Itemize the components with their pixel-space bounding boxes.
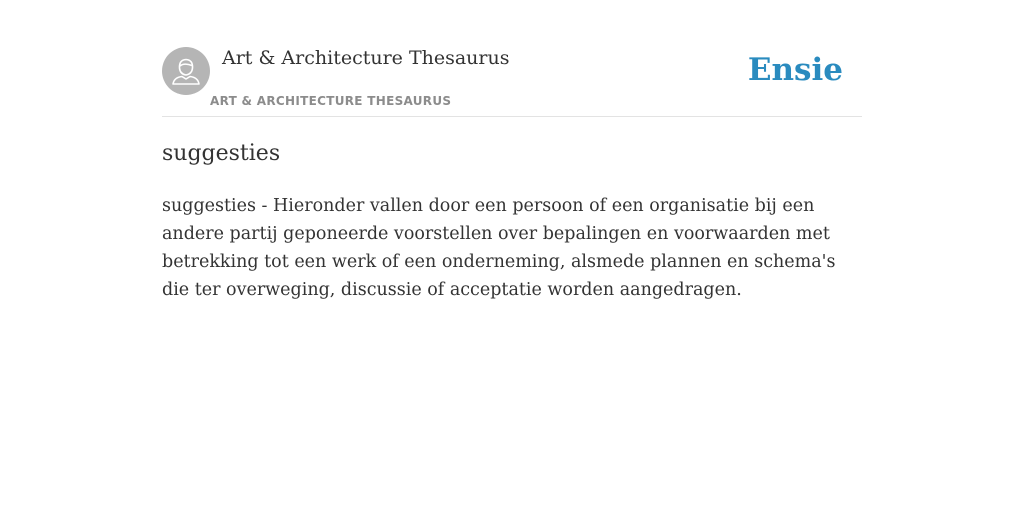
source-subtitle: ART & ARCHITECTURE THESAURUS: [210, 94, 452, 108]
header: [162, 0, 862, 117]
entry-term: suggesties: [162, 141, 281, 166]
source-title-link[interactable]: Art & Architecture Thesaurus: [222, 47, 510, 69]
entry-definition: suggesties - Hieronder vallen door een persoon of een organisatie bij een andere partij geponeerde voorstellen over bepalingen en voorwaarden met betrekking tot een werk of een onderneming, alsmede plannen en schema's die ter overweging, discussie of acceptatie worden aangedragen.: [162, 196, 836, 300]
user-silhouette-icon: [162, 47, 210, 95]
source-avatar[interactable]: [162, 47, 210, 95]
ensie-logo[interactable]: Ensie: [747, 52, 843, 88]
